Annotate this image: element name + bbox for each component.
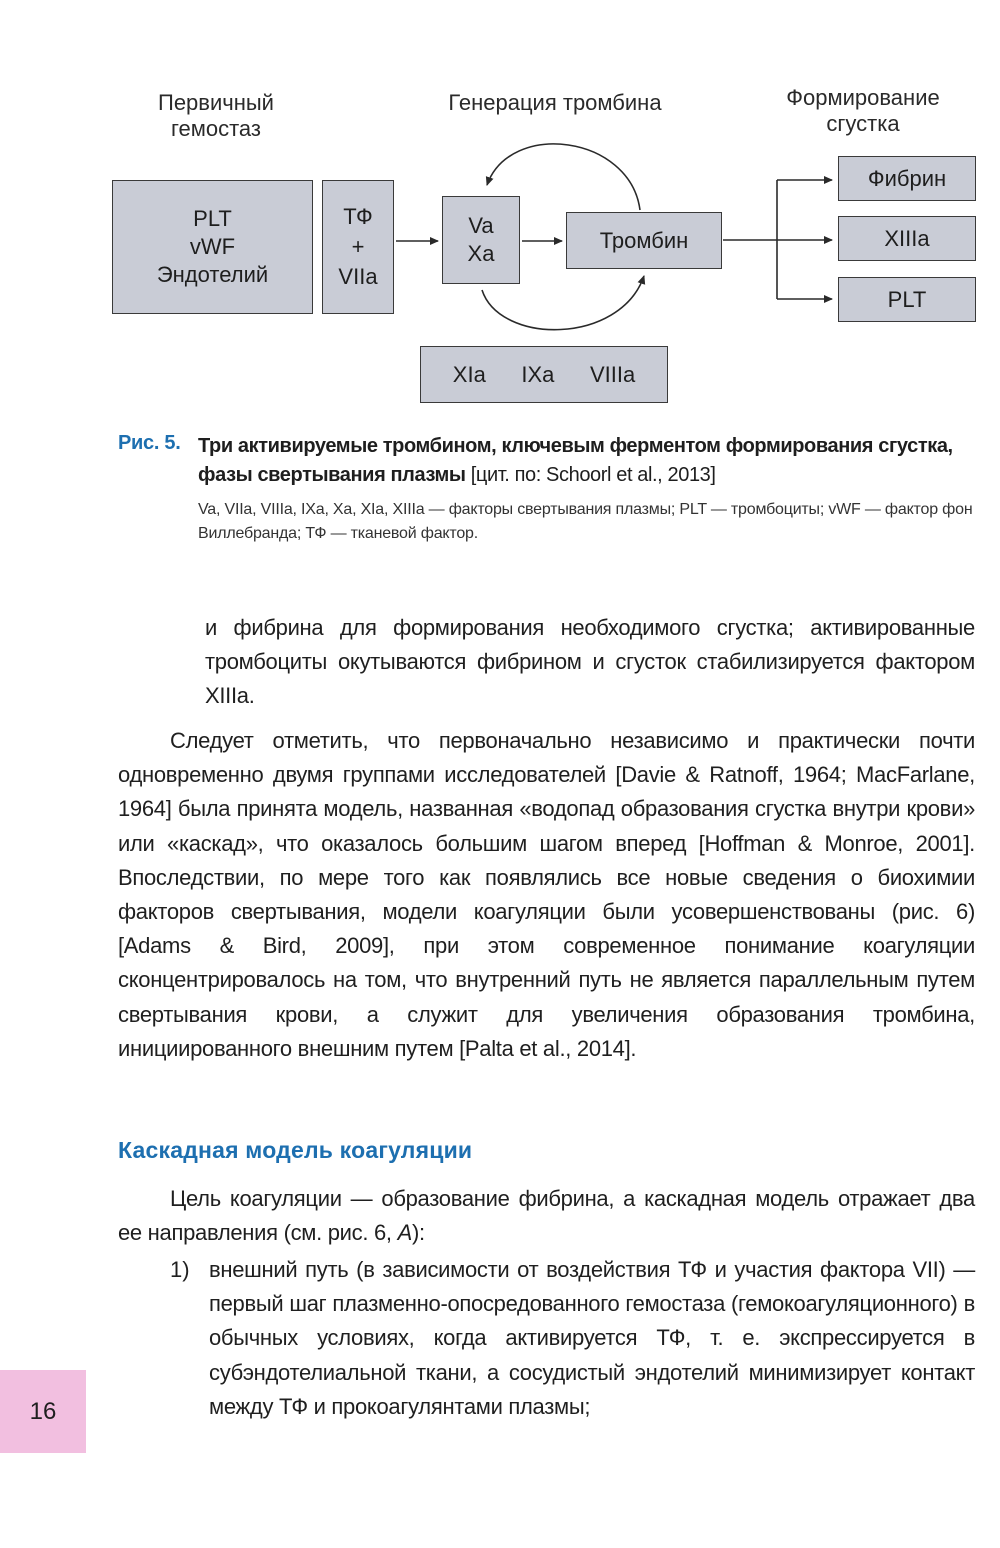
page-number: 16	[29, 1397, 57, 1425]
p3-italic: А	[397, 1220, 412, 1246]
paragraph-1: и фибрина для формирования необходимого сгустка; активированные тромбоциты окутываются фибрином и сгусток стабилизируется фактором XIIIa.	[205, 615, 975, 709]
box-va-xa	[442, 196, 520, 284]
header-primary-hemostasis: Первичный гемостаз	[158, 90, 274, 141]
output-plt: PLT	[887, 286, 927, 312]
list-number: 1)	[170, 1257, 190, 1282]
output-xiiia: XIIIa	[884, 225, 930, 251]
box-fibrin	[838, 156, 976, 201]
paragraph-2: Следует отметить, что первоначально независимо и практически почти одновременно двумя группами исследователей [Davie & Ratnoff, 1964; MacFarlane, 1964] была принята модель, названная «водопад образования сгустка внутри крови» или «каскад», что оказалось большим шагом вперед [Hoffman & Monroe, 2001]. Впоследствии, по мере того как появлялись все новые сведения о биохимии факторов свертывания, модели коагуляции были усовершенствованы (рис. 6) [Adams & Bird, 2009], при этом современное понимание коагуляции сконцентрировалось на том, что внутренний путь не является параллельным путем свертывания крови, а служит для увеличения образования тромбина, инициированного внешним путем [Palta et al., 2014].	[118, 728, 975, 1061]
factor-viiia: VIIIa	[589, 361, 636, 387]
p3-text-after: ):	[411, 1220, 425, 1246]
box-primary-hemostasis	[112, 180, 313, 314]
caption-title-text: Три активируемые тромбином, ключевым ферментом формирования сгустка, фазы свертывания плазмы	[198, 435, 953, 486]
tf-line-2: +	[351, 234, 365, 259]
caption-citation: [цит. по: Schoorl et al., 2013]	[470, 464, 716, 486]
section-title: Каскадная модель коагуляции	[118, 1137, 473, 1163]
figure-label: Рис. 5.	[118, 432, 181, 454]
vaxa-line-1: Va	[468, 213, 494, 238]
primary-line-2: vWF	[189, 234, 236, 259]
paragraph-3	[118, 1182, 975, 1250]
box-plt	[838, 277, 976, 322]
header-clot-formation: Формирование сгустка	[786, 85, 940, 136]
list-item-1: внешний путь (в зависимости от воздействия ТФ и участия фактора VII) — первый шаг плазменно-опосредованного гемостаза (гемокоагуляционного) в обычных условиях, когда активируется ТФ, т. е. экспрессируется в субэндотелиальной ткани, а сосудистый эндотелий минимизирует контакт между ТФ и прокоагулянтами плазмы;	[209, 1257, 975, 1419]
box-tf-viia	[322, 180, 394, 314]
factor-ixa: IXa	[521, 361, 555, 387]
thrombin-label: Тромбин	[599, 227, 689, 253]
output-fibrin: Фибрин	[867, 165, 947, 191]
factor-xia: XIa	[452, 361, 486, 387]
box-factors	[420, 346, 668, 403]
tf-line-3: VIIa	[338, 264, 378, 289]
figure-diagram	[0, 0, 1000, 420]
box-thrombin	[566, 212, 722, 269]
arrow-feedback-bottom	[482, 276, 644, 330]
tf-line-1: ТФ	[343, 204, 373, 229]
page-number-tab	[0, 1370, 86, 1453]
primary-line-1: PLT	[193, 206, 232, 231]
primary-line-3: Эндотелий	[156, 262, 269, 287]
header-thrombin-generation: Генерация тромбина	[448, 90, 662, 115]
figure-caption	[198, 432, 984, 490]
p3-text-before: Цель коагуляции — образование фибрина, а каскадная модель отражает два ее направления (см. рис. 6,	[118, 1186, 975, 1246]
box-xiiia	[838, 216, 976, 261]
vaxa-line-2: Xa	[467, 241, 495, 266]
caption-note: Va, VIIa, VIIIa, IXa, Xa, XIa, XIIIa — факторы свертывания плазмы; PLT — тромбоциты; vWF — фактор фон Виллебранда; ТФ — тканевой фактор.	[198, 501, 973, 542]
